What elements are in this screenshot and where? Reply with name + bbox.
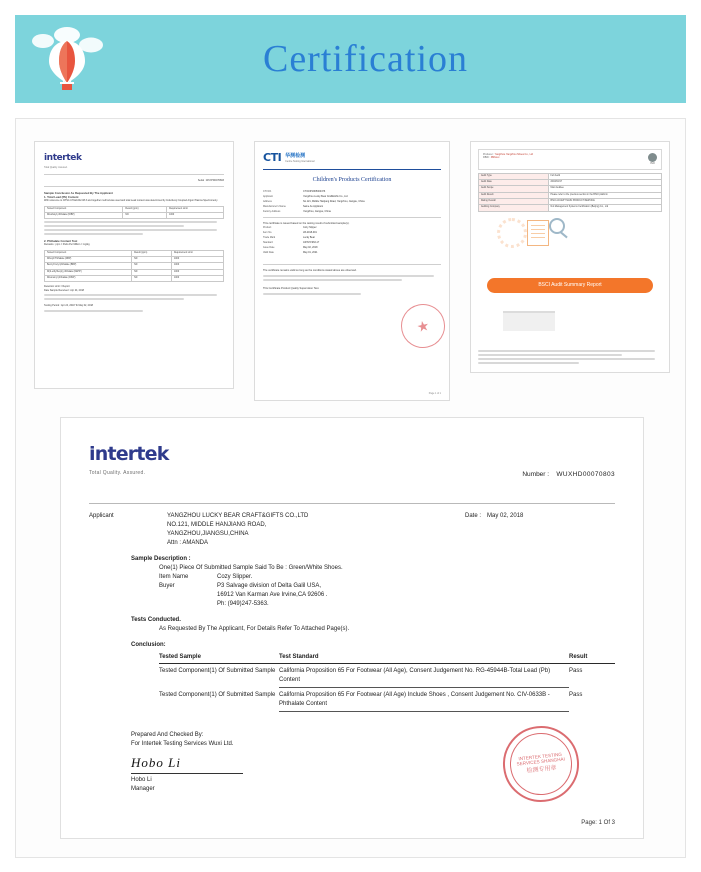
applicant-block xyxy=(89,512,615,548)
certificate-cti-thumbnail[interactable] xyxy=(254,141,450,401)
applicant-label: Applicant xyxy=(89,513,114,519)
table-row: Audit Date 2018/04/17 xyxy=(479,180,662,186)
stamp-outer-text: INTERTEK TESTING SERVICES SHANGHAI xyxy=(516,751,566,767)
bsci-footer-lines xyxy=(478,348,662,366)
sample-field-row: Item Name Cozy Slipper. xyxy=(159,574,253,580)
table-header-cell: Requirement Limit xyxy=(171,250,223,256)
magnifier-icon xyxy=(549,218,565,234)
cti-field-row: Factory Address Yangzhou, Jiangsu, China xyxy=(263,209,331,213)
intertek-note-3: Date Sample Received : Apr 24, 2018 xyxy=(44,288,85,292)
table-row: Audit Result Please refer to the previous section in the BSCI platform xyxy=(479,192,662,198)
conclusion-table-header xyxy=(159,653,615,664)
cti-field-row: Applicant Yangzhou Lucky Bear Craft&Gifts Co., Ltd xyxy=(263,194,348,198)
table-row: Diisobutyl phthalate (DIBP) ND 1000 xyxy=(45,212,224,218)
signature-block xyxy=(131,731,351,795)
cti-field-row: CTI NO. CTICNP1805000476 xyxy=(263,189,326,193)
intertek-result-table-small xyxy=(44,206,224,220)
hot-air-balloon-logo xyxy=(29,21,105,97)
handwritten-signature: Hobo Li xyxy=(131,754,181,770)
cti-approval-stamp: ★ xyxy=(397,300,449,352)
table-row: Audit Scope Main Auditee xyxy=(479,186,662,192)
signer-role: Manager xyxy=(131,786,155,792)
certificate-bsci-thumbnail[interactable] xyxy=(470,141,670,373)
report-number-value: WUXHD00070803 xyxy=(556,471,615,478)
table-header-cell: Requirement Limit xyxy=(167,206,224,212)
table-row: Audit Type Full Audit xyxy=(479,173,662,179)
cti-field-row: Address No.121, Middle Hanjiang Road, Yangzhou, Jiangsu, China xyxy=(263,199,365,203)
cti-field-row: Manufacturer's Name Same As Applicant xyxy=(263,204,323,208)
page-title: Certification xyxy=(262,38,469,80)
intertek-tagline: Total Quality. Assured. xyxy=(89,469,146,476)
cti-logo: CTI xyxy=(263,151,282,164)
report-page-footer: Page: 1 Of 3 xyxy=(581,820,615,826)
intertek-logo: intertek xyxy=(89,443,169,465)
intertek-received-date: Testing Period : Apr 24, 2018 To May 02, 2018 xyxy=(44,304,93,308)
gear-icon xyxy=(497,218,527,248)
bsci-header xyxy=(478,149,662,170)
bsci-dbid-value: 388xxxx xyxy=(490,156,500,160)
certificate-intertek-thumbnail[interactable] xyxy=(34,141,234,389)
intertek-note-1: Remarks : ppm = Parts Per Million = mg/kg xyxy=(44,243,90,247)
table-header-cell: Tested Component xyxy=(45,206,123,212)
column-header-standard: Test Standard xyxy=(279,654,319,660)
cti-field-row: Item No. LB-2018-001 xyxy=(263,230,317,234)
company-stamp xyxy=(499,722,583,806)
cti-field-row: Issue Date May 02, 2018 xyxy=(263,245,318,249)
conclusion-section xyxy=(89,641,615,712)
factory-icon xyxy=(503,311,555,331)
page-banner xyxy=(15,15,686,103)
intertek-main-report[interactable] xyxy=(60,417,644,839)
sample-description-line: One(1) Piece Of Submitted Sample Said To Be : Green/White Shoes. xyxy=(159,565,343,571)
table-row: Diisononyl phthalate (DINP) ND 1000 xyxy=(45,276,224,282)
cti-field-row: Trade Mark Lucky Bear xyxy=(263,235,315,239)
intertek-note-0: With reference to CPSC-CH-E1002-08.3 and together method was used and total Lead content was determined by Inductively Coupled Argon Plasma Spectrometry. xyxy=(44,199,218,203)
intertek-note-2: Detection Limit = Report xyxy=(44,285,70,289)
sample-field-row: Ph: (949)247-5363. xyxy=(217,601,269,607)
intertek-section-1: 1. Total Lead (Pb) Content xyxy=(44,195,79,200)
cti-name-en: Centre Testing International xyxy=(285,159,315,163)
table-row: Rating Overall BSCI ACCEPT MAIN PRODUCT/SERVICE xyxy=(479,199,662,205)
tests-conducted-line: As Requested By The Applicant, For Details Refer To Attached Page(s). xyxy=(159,626,350,632)
certificate-thumbnails-row xyxy=(34,141,670,409)
report-date xyxy=(465,512,615,548)
bsci-dbid-label: DBID : xyxy=(483,156,491,160)
cti-name-cn: 华测检测 xyxy=(285,152,306,159)
bsci-factory-illustration xyxy=(481,297,659,331)
table-header-cell: Result (ppm) xyxy=(123,206,167,212)
cti-field-row: Product Cozy Slipper xyxy=(263,225,317,229)
certificates-container xyxy=(15,118,686,858)
prepared-title: Prepared And Checked By: xyxy=(131,731,204,738)
cti-page-footer: Page 1 of 1 xyxy=(428,391,441,395)
column-header-result: Result xyxy=(569,654,588,660)
report-number-label: Number : xyxy=(522,471,550,478)
table-row: Dibutyl Phthalate (DBP) ND 1000 xyxy=(45,257,224,263)
bsci-report-banner: BSCI Audit Summary Report xyxy=(487,278,653,293)
sample-field-row: 16912 Van Karman Ave Irvine,CA 92606 . xyxy=(217,592,328,598)
intertek-section-0: Sample Conclusion As Requested By The Applicant xyxy=(44,191,113,196)
cti-field-row: Valid Date May 01, 2021 xyxy=(263,250,318,254)
document-icon xyxy=(527,220,549,246)
tests-conducted-title: Tests Conducted. xyxy=(131,617,181,623)
report-number xyxy=(522,470,615,480)
conclusion-title: Conclusion: xyxy=(131,642,166,648)
table-row: Di(2-ethylhexyl) phthalate (DEHP) ND 1000 xyxy=(45,269,224,275)
table-header-cell: Tested Component xyxy=(45,250,132,256)
cti-field-row: Standard ASTM F963-17 xyxy=(263,240,320,244)
sample-field-row: Buyer P3 Salvage division of Delta Galil USA, xyxy=(159,583,322,589)
cti-note-final: This Certificate Product Quality Supervision Test. xyxy=(263,286,320,290)
bsci-summary-table xyxy=(478,173,662,212)
signer-name: Hobo Li xyxy=(131,777,152,783)
intertek-section-2: 2. Phthalate Content Test xyxy=(44,239,78,244)
prepared-company: For Intertek Testing Services Wuxi Ltd. xyxy=(131,740,234,747)
intertek-tagline-small: Total Quality. Assured. xyxy=(44,166,68,170)
tests-conducted-section xyxy=(89,616,615,634)
bsci-illustration xyxy=(481,216,659,272)
applicant-address: YANGZHOU LUCKY BEAR CRAFT&GIFTS CO.,LTD NO.121, MIDDLE HANJIANG ROAD, YANGZHOU,JIANGSU,CHINA Attn : AMANDA xyxy=(167,513,309,546)
table-row: Auditing Company Not Management Systems Certification (Beijing) Co., Ltd xyxy=(479,205,662,211)
sample-description-section xyxy=(89,555,615,609)
stamp-center-text: 检测专用章 xyxy=(526,765,557,775)
cti-note-valid: The certificate remains valid so long as the conditions stated above are observed. xyxy=(263,269,357,273)
intertek-phthalate-table-small xyxy=(44,250,224,283)
table-header-cell: Result (ppm) xyxy=(132,250,172,256)
iso-badge-icon: ISO xyxy=(648,153,657,166)
bsci-producer-label: Producer : xyxy=(483,153,495,156)
signature-rule xyxy=(131,773,243,774)
intertek-logo-small: intertek xyxy=(44,153,82,163)
table-row: Tested Component(1) Of Submitted Sample California Proposition 65 For Footwear (All Age) Include Shoes , Consent Judgement No. CIV-0633B - Phthalate Content Pass xyxy=(159,691,615,712)
intertek-serial-small: Serial : WUXH00070803 xyxy=(197,178,224,182)
bsci-producer-value: Yangzhou Yangzhou Shoes Co., Ltd xyxy=(494,153,533,156)
cti-title: Children's Products Certification xyxy=(312,176,392,183)
table-row: Tested Component(1) Of Submitted Sample California Proposition 65 For Footwear (All Age), Consent Judgement No. RG-45944B-Total Lead (Pb) Content Pass xyxy=(159,667,615,688)
table-row: Benzyl butyl phthalate (BBP) ND 1000 xyxy=(45,263,224,269)
cti-header xyxy=(263,150,441,170)
date-label: Date : xyxy=(465,513,482,519)
date-value: May 02, 2018 xyxy=(487,513,524,519)
sample-description-title: Sample Description : xyxy=(131,556,191,562)
column-header-sample: Tested Sample xyxy=(159,654,201,660)
cti-note-intro: This certificate is issued based on the testing result of submitted sample(s). xyxy=(263,222,350,226)
